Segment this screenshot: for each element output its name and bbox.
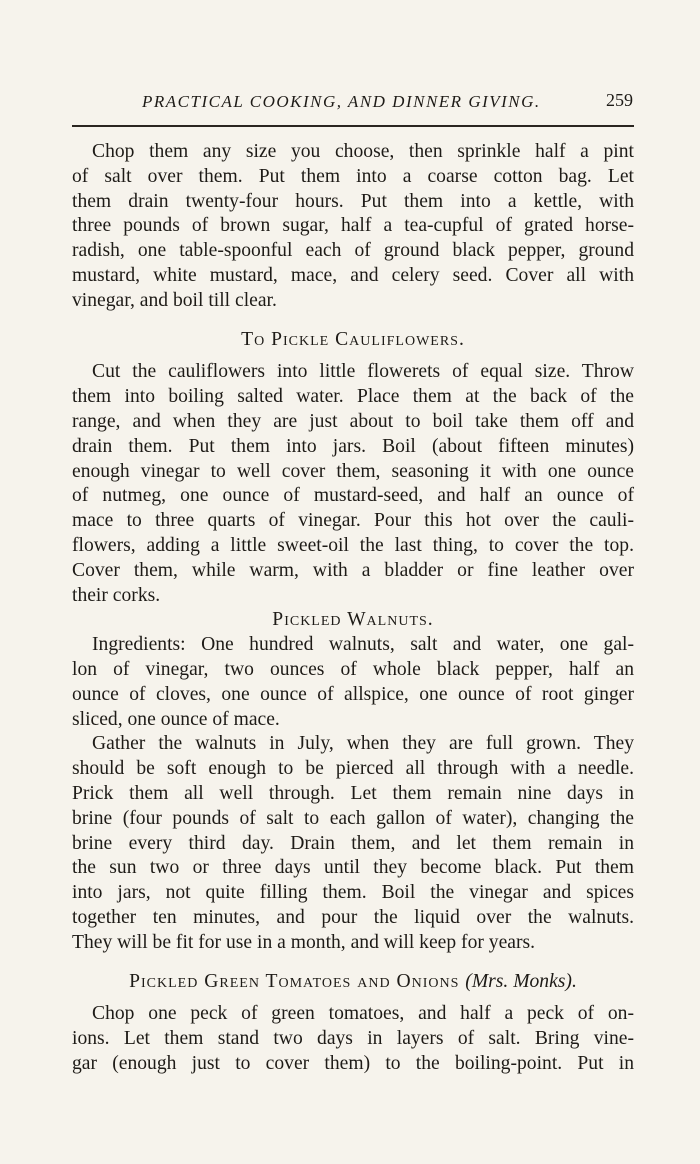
text-line: range, and when they are just about to boil take them off and — [72, 410, 634, 432]
text-line: mace to three quarts of vinegar. Pour this hot over the cauli- — [72, 510, 634, 532]
text-line: should be soft enough to be pierced all through with a needle. — [72, 758, 634, 780]
text-line: together ten minutes, and pour the liquid over the walnuts. — [72, 906, 634, 928]
running-title: PRACTICAL COOKING, AND DINNER GIVING. — [142, 92, 541, 111]
text-line: gar (enough just to cover them) to the boiling-point. Put in — [72, 1052, 634, 1074]
text-line: mustard, white mustard, mace, and celery seed. Cover all with — [72, 264, 634, 286]
text-line: ions. Let them stand two days in layers of salt. Bring vine- — [72, 1028, 634, 1050]
heading-title: Pickled Green Tomatoes and Onions — [129, 970, 460, 992]
section-heading-walnuts: Pickled Walnuts. — [272, 609, 434, 631]
heading-author: (Mrs. Monks). — [465, 970, 577, 992]
text-line: Chop one peck of green tomatoes, and half a peck of on- — [92, 1003, 634, 1025]
text-line: sliced, one ounce of mace. — [72, 708, 280, 730]
text-line: Chop them any size you choose, then sprinkle half a pint — [92, 141, 634, 162]
text-line: into jars, not quite filling them. Boil the vinegar and spices — [72, 882, 634, 904]
text-line: of nutmeg, one ounce of mustard-seed, and half an ounce of — [72, 485, 634, 507]
text-line: Cut the cauliflowers into little flowerets of equal size. Throw — [92, 361, 634, 383]
text-line: Prick them all well through. Let them remain nine days in — [72, 782, 634, 804]
text-line: of salt over them. Put them into a coarse cotton bag. Let — [72, 165, 634, 187]
text-line: their corks. — [72, 584, 161, 606]
text-line: radish, one table-spoonful each of ground black pepper, ground — [72, 240, 634, 262]
text-line: enough vinegar to well cover them, seasoning it with one ounce — [72, 460, 634, 482]
text-line: Cover them, while warm, with a bladder or fine leather over — [72, 559, 634, 581]
text-line: drain them. Put them into jars. Boil (about fifteen minutes) — [72, 435, 634, 457]
text-line: vinegar, and boil till clear. — [72, 289, 277, 311]
text-line: brine every third day. Drain them, and let them remain in — [72, 832, 634, 854]
text-line: Gather the walnuts in July, when they are full grown. They — [92, 733, 634, 755]
text-line: the sun two or three days until they become black. Put them — [72, 857, 634, 879]
text-line: them drain twenty-four hours. Put them into a kettle, with — [72, 190, 634, 212]
header-rule — [72, 125, 634, 127]
text-line: three pounds of brown sugar, half a tea-cupful of grated horse- — [72, 215, 634, 237]
text-line: them into boiling salted water. Place them at the back of the — [72, 386, 634, 408]
text-line: They will be fit for use in a month, and will keep for years. — [72, 931, 536, 953]
page-body — [72, 140, 634, 1077]
text-line: ounce of cloves, one ounce of allspice, one ounce of root ginger — [72, 683, 634, 705]
page-number: 259 — [606, 90, 633, 110]
text-line: flowers, adding a little sweet-oil the last thing, to cover the top. — [72, 534, 634, 556]
text-line: brine (four pounds of salt to each gallon of water), changing the — [72, 807, 634, 829]
section-heading-cauliflowers: To Pickle Cauliflowers. — [241, 328, 465, 350]
text-line: Ingredients: One hundred walnuts, salt and water, one gal- — [92, 634, 634, 656]
text-line: lon of vinegar, two ounces of whole black pepper, half an — [72, 658, 634, 680]
section-heading-tomatoes — [72, 970, 634, 995]
